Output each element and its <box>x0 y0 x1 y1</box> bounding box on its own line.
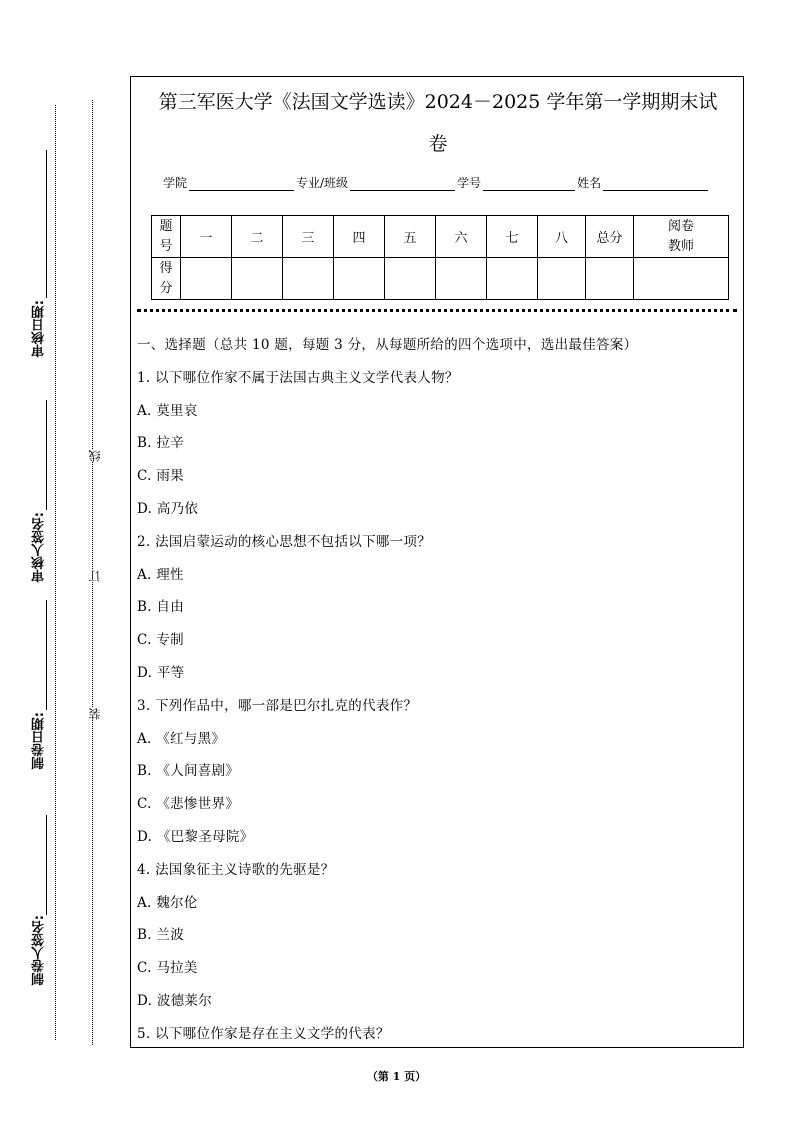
header-cell-grader: 阅卷 教师 <box>634 216 729 258</box>
option-1c: C. 雨果 <box>137 468 184 484</box>
college-label: 学院 <box>163 176 188 190</box>
option-1b: B. 拉辛 <box>137 435 185 451</box>
score-table <box>151 215 729 300</box>
reviewer-date-line <box>46 150 47 298</box>
header-cell: 七 <box>487 216 538 258</box>
option-1d: D. 高乃依 <box>137 501 199 517</box>
option-3b: B. 《人间喜剧》 <box>137 763 240 779</box>
question-1: 1. 以下哪位作家不属于法国古典主义文学代表人物？ <box>137 370 459 386</box>
score-cell[interactable] <box>487 258 538 300</box>
header-cell: 八 <box>538 216 586 258</box>
option-2b: B. 自由 <box>137 599 185 615</box>
option-2d: D. 平等 <box>137 665 185 681</box>
student-id-label: 学号 <box>457 176 482 190</box>
score-cell[interactable] <box>538 258 586 300</box>
header-cell: 三 <box>283 216 334 258</box>
student-id-field[interactable] <box>483 178 575 191</box>
question-5: 5. 以下哪位作家是存在主义文学的代表？ <box>137 1026 390 1042</box>
question-2: 2. 法国启蒙运动的核心思想不包括以下哪一项？ <box>137 534 432 550</box>
binding-mark-line: 线 <box>88 450 102 462</box>
score-cell[interactable] <box>283 258 334 300</box>
header-cell-total: 总分 <box>586 216 634 258</box>
option-2c: C. 专制 <box>137 632 184 648</box>
question-4: 4. 法国象征主义诗歌的先驱是？ <box>137 862 335 878</box>
score-cell[interactable] <box>181 258 232 300</box>
reviewer-sign-label: 审核人签名: <box>32 512 47 583</box>
maker-sign-line <box>46 815 47 915</box>
option-3a: A. 《红与黑》 <box>137 731 226 747</box>
exam-title: 第三军医大学《法国文学选读》2024－2025 学年第一学期期末试 <box>158 91 718 113</box>
binding-mark-bind: 装 <box>88 708 102 720</box>
score-table-header-row <box>152 216 729 258</box>
header-cell: 一 <box>181 216 232 258</box>
reviewer-date-label: 审核日期: <box>32 300 47 358</box>
option-4d: D. 波德莱尔 <box>137 993 213 1009</box>
student-info-row <box>163 174 710 191</box>
score-cell[interactable] <box>334 258 385 300</box>
score-table-score-row <box>152 258 729 300</box>
score-cell-total[interactable] <box>586 258 634 300</box>
score-cell[interactable] <box>385 258 436 300</box>
option-4b: B. 兰波 <box>137 927 185 943</box>
header-cell: 二 <box>232 216 283 258</box>
exam-frame <box>130 76 744 1048</box>
option-3c: C. 《悲惨世界》 <box>137 796 240 812</box>
header-cell: 五 <box>385 216 436 258</box>
major-class-field[interactable] <box>350 178 455 191</box>
option-3d: D. 《巴黎圣母院》 <box>137 829 254 845</box>
binding-mark-staple: 订 <box>88 570 102 582</box>
maker-date-label: 制卷日期: <box>32 712 47 770</box>
option-4c: C. 马拉美 <box>137 960 198 976</box>
college-field[interactable] <box>189 178 294 191</box>
exam-title-continued: 卷 <box>428 133 448 155</box>
score-cell[interactable] <box>232 258 283 300</box>
name-field[interactable] <box>603 178 708 191</box>
header-cell-label: 题 号 <box>152 216 181 258</box>
option-1a: A. 莫里哀 <box>137 403 198 419</box>
maker-date-line <box>46 600 47 710</box>
header-cell: 四 <box>334 216 385 258</box>
page-number: （第 1 页） <box>366 1070 427 1083</box>
name-label: 姓名 <box>577 176 602 190</box>
option-4a: A. 魏尔伦 <box>137 895 198 911</box>
score-cell[interactable] <box>436 258 487 300</box>
left-dotted-line <box>55 105 56 1040</box>
score-cell-grader[interactable] <box>634 258 729 300</box>
section-heading: 一、选择题（总共 10 题，每题 3 分，从每题所给的四个选项中，选出最佳答案） <box>137 337 638 353</box>
maker-sign-label: 制卷人签名: <box>32 915 47 986</box>
score-cell-label: 得 分 <box>152 258 181 300</box>
major-class-label: 专业/班级 <box>296 176 349 190</box>
option-2a: A. 理性 <box>137 567 184 583</box>
question-3: 3. 下列作品中，哪一部是巴尔扎克的代表作？ <box>137 698 418 714</box>
section-divider <box>137 309 737 312</box>
reviewer-sign-line <box>46 400 47 510</box>
header-cell: 六 <box>436 216 487 258</box>
